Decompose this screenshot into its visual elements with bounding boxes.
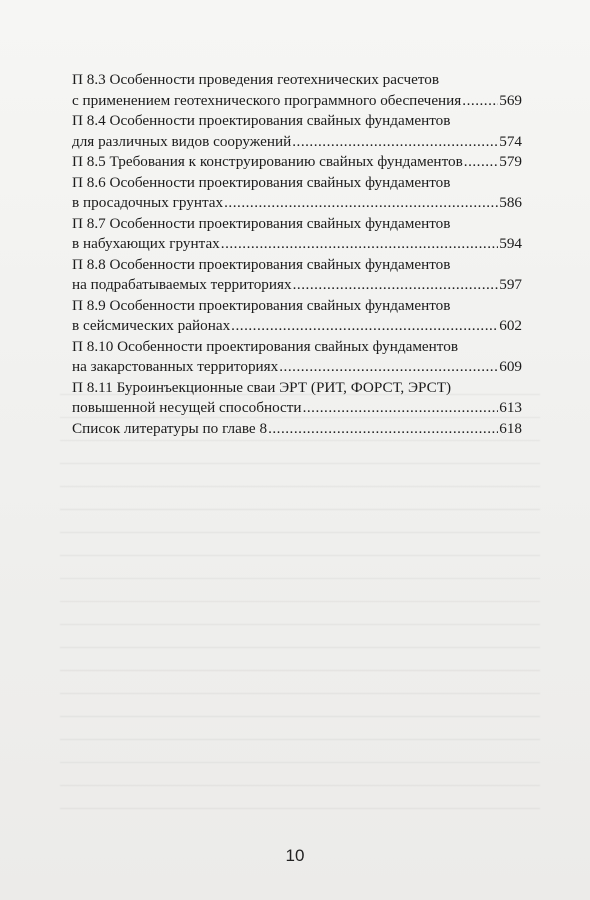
leader-dots — [464, 152, 498, 173]
leader-dots — [268, 419, 498, 440]
toc-entry — [72, 419, 522, 440]
toc-entry — [72, 337, 522, 378]
toc-entry — [72, 255, 522, 296]
toc-title: П 8.5 Требования к конструированию свайных фундаментов — [72, 153, 463, 170]
toc-title: Список литературы по главе 8 — [72, 419, 268, 437]
leader-dots — [293, 275, 499, 296]
toc-entry — [72, 173, 522, 214]
toc-title: П 8.9 Особенности проектирования свайных фундаментов — [72, 296, 451, 314]
toc-entry — [72, 70, 522, 111]
leader-dots — [221, 234, 498, 255]
page-number: 10 — [285, 846, 305, 865]
toc-title: П 8.11 Буроинъекционные сваи ЭРТ (РИТ, ФОРСТ, ЭРСТ) — [72, 378, 452, 396]
toc-page: 569 — [499, 91, 522, 109]
toc-title-cont: с применением геотехнического программного обеспечения — [72, 91, 462, 109]
toc-title: П 8.7 Особенности проектирования свайных фундаментов — [72, 214, 451, 232]
toc-title: П 8.6 Особенности проектирования свайных фундаментов — [72, 173, 451, 191]
toc-page: 602 — [499, 317, 522, 334]
toc-page: 597 — [499, 276, 522, 293]
leader-dots — [224, 193, 498, 214]
toc-entry — [72, 152, 522, 173]
leader-dots — [303, 398, 499, 419]
toc-page: 609 — [499, 358, 522, 375]
toc-title-cont: на подрабатываемых территориях — [72, 276, 292, 293]
toc-entry — [72, 111, 522, 152]
leader-dots — [462, 91, 498, 112]
leader-dots — [292, 132, 498, 153]
leader-dots — [231, 316, 498, 337]
toc-title-cont: в просадочных грунтах — [72, 194, 224, 211]
toc-page: 574 — [499, 132, 522, 150]
toc-page: 613 — [499, 399, 522, 416]
show-through-text — [60, 380, 540, 820]
toc-title-cont: повышенной несущей способности — [72, 399, 302, 416]
toc-page: 618 — [499, 419, 522, 437]
toc-title: П 8.8 Особенности проектирования свайных фундаментов — [72, 255, 451, 273]
toc-entry — [72, 296, 522, 337]
toc-title-cont: в набухающих грунтах — [72, 235, 220, 252]
toc-title: П 8.4 Особенности проектирования свайных фундаментов — [72, 112, 451, 129]
toc-page: 594 — [499, 235, 522, 252]
leader-dots — [279, 357, 498, 378]
table-of-contents — [72, 70, 522, 439]
toc-entry — [72, 214, 522, 255]
toc-title-cont: для различных видов сооружений — [72, 132, 292, 150]
toc-page: 579 — [499, 153, 522, 170]
toc-title-cont: на закарстованных территориях — [72, 358, 279, 375]
toc-title-cont: в сейсмических районах — [72, 317, 231, 334]
toc-title: П 8.10 Особенности проектирования свайных фундаментов — [72, 337, 458, 355]
toc-page: 586 — [499, 194, 522, 211]
toc-title: П 8.3 Особенности проведения геотехнических расчетов — [72, 71, 440, 88]
toc-entry — [72, 378, 522, 419]
